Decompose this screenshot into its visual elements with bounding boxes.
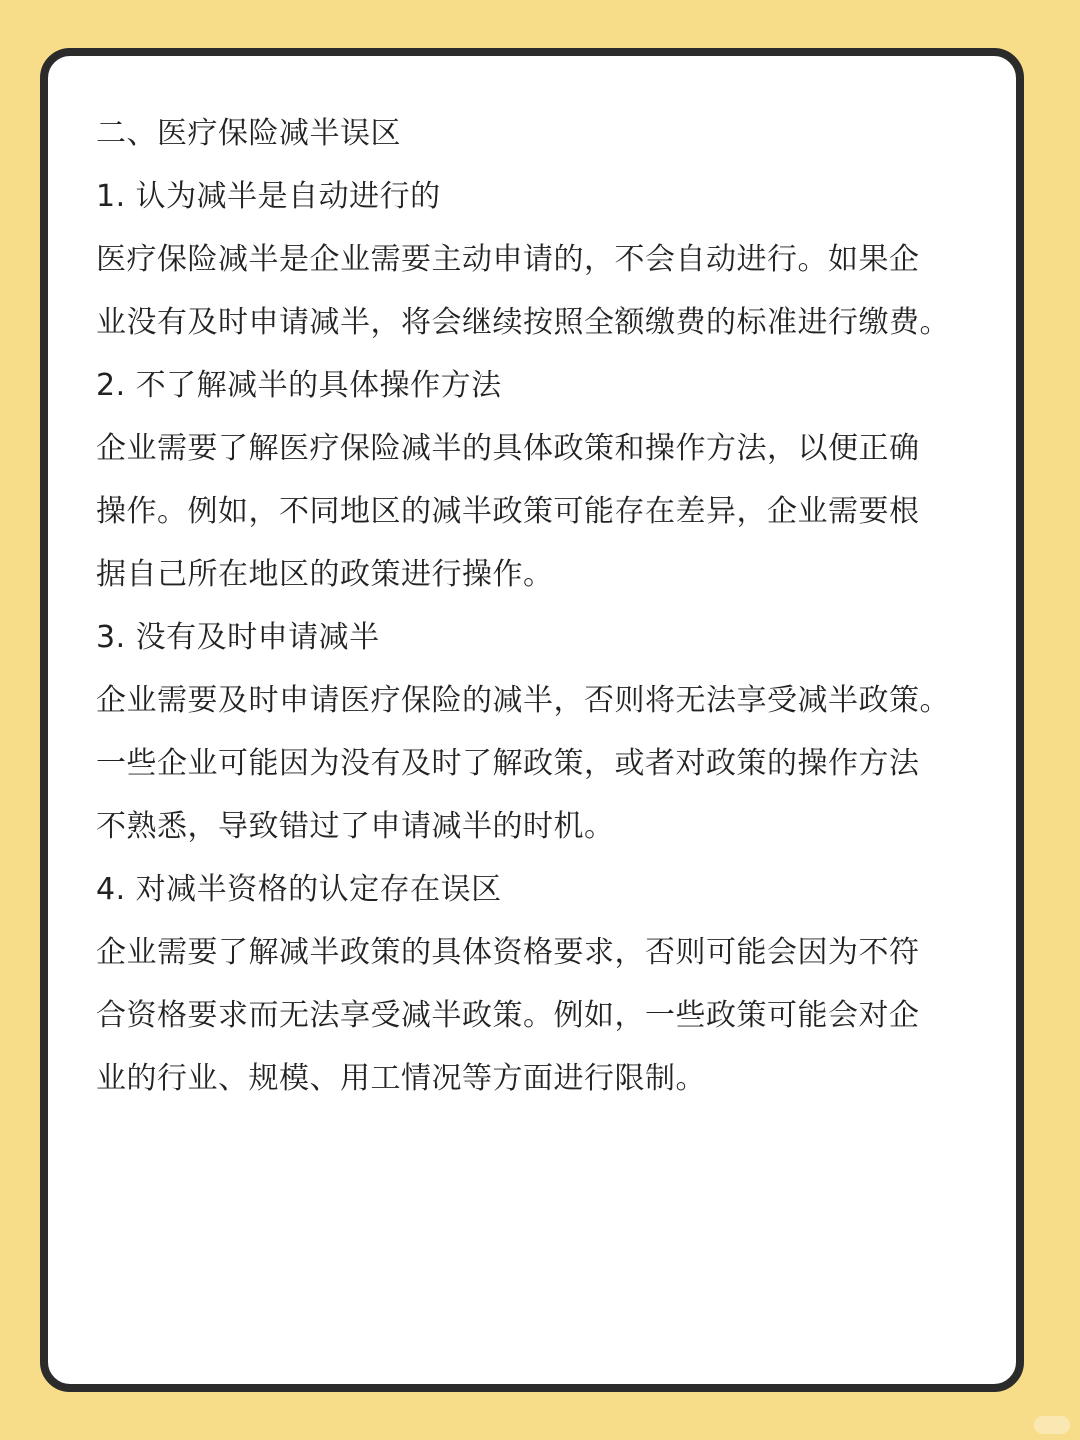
item-4-text-line-2: 合资格要求而无法享受减半政策。例如，一些政策可能会对企 (96, 998, 920, 1033)
item-1-text-line-1: 医疗保险减半是企业需要主动申请的，不会自动进行。如果企 (96, 242, 920, 277)
item-2-title: 2. 不了解减半的具体操作方法 (96, 368, 502, 403)
item-1-title: 1. 认为减半是自动进行的 (96, 179, 441, 214)
article-body (96, 102, 1016, 1110)
item-3-text-line-3: 不熟悉，导致错过了申请减半的时机。 (96, 809, 615, 844)
watermark-icon (1034, 1416, 1070, 1434)
content-card (40, 48, 1024, 1392)
section-heading: 二、医疗保险减半误区 (96, 116, 401, 151)
item-3-text-line-1: 企业需要及时申请医疗保险的减半，否则将无法享受减半政策。 (96, 683, 950, 718)
item-2-text-line-1: 企业需要了解医疗保险减半的具体政策和操作方法，以便正确 (96, 431, 920, 466)
item-4-text-line-1: 企业需要了解减半政策的具体资格要求，否则可能会因为不符 (96, 935, 920, 970)
item-3-text-line-2: 一些企业可能因为没有及时了解政策，或者对政策的操作方法 (96, 746, 920, 781)
item-1-text-line-2: 业没有及时申请减半，将会继续按照全额缴费的标准进行缴费。 (96, 305, 950, 340)
item-2-text-line-3: 据自己所在地区的政策进行操作。 (96, 557, 554, 592)
item-4-text-line-3: 业的行业、规模、用工情况等方面进行限制。 (96, 1061, 706, 1096)
item-3-title: 3. 没有及时申请减半 (96, 620, 380, 655)
item-2-text-line-2: 操作。例如，不同地区的减半政策可能存在差异，企业需要根 (96, 494, 920, 529)
item-4-title: 4. 对减半资格的认定存在误区 (96, 872, 502, 907)
